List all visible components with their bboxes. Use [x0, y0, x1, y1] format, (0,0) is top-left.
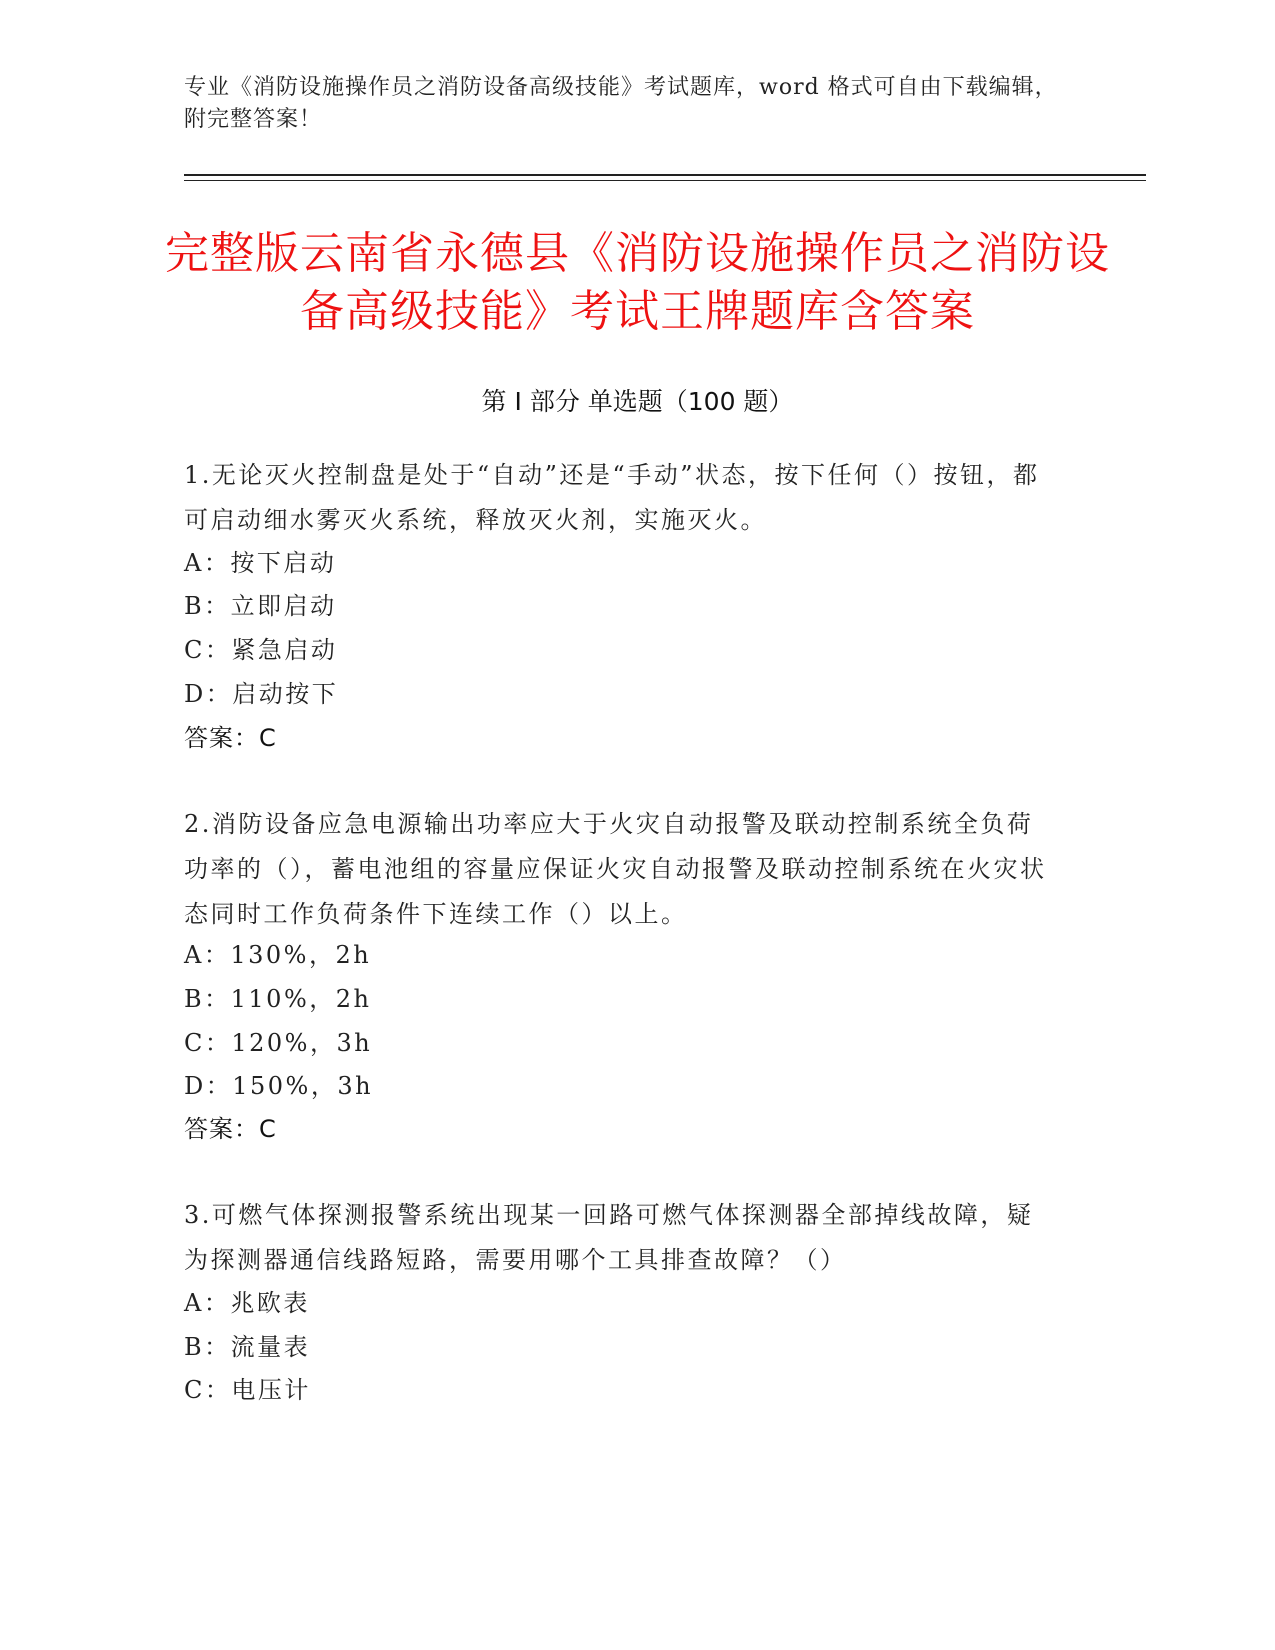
question-2-option-d: D：150%，3h: [184, 1072, 374, 1100]
question-1-option-b: B：立即启动: [184, 592, 337, 620]
question-2-option-a: A：130%，2h: [184, 941, 372, 969]
header-divider-thin: [184, 180, 1146, 181]
header-divider-thick: [184, 174, 1146, 176]
question-3-option-c: C：电压计: [184, 1376, 311, 1404]
question-2-option-c: C：120%，3h: [184, 1029, 373, 1057]
question-3-option-a: A：兆欧表: [184, 1289, 310, 1317]
document-title: 完整版云南省永德县《消防设施操作员之消防设备高级技能》考试王牌题库含答案: [165, 228, 1110, 337]
question-2-answer: 答案：C: [184, 1115, 277, 1143]
question-2-option-b: B：110%，2h: [184, 985, 372, 1013]
header-note: 专业《消防设施操作员之消防设备高级技能》考试题库，word 格式可自由下载编辑，附完整答案！: [184, 75, 1058, 132]
question-1-option-c: C：紧急启动: [184, 636, 338, 664]
question-1-stem: 1.无论灭火控制盘是处于“自动”还是“手动”状态，按下任何（）按钮，都可启动细水雾灭火系统，释放灭火剂，实施灭火。: [184, 461, 1040, 534]
question-1-option-d: D：启动按下: [184, 680, 339, 708]
question-1-answer: 答案：C: [184, 724, 277, 752]
section-title: 第 I 部分 单选题（100 题）: [481, 387, 794, 416]
question-3-stem: 3.可燃气体探测报警系统出现某一回路可燃气体探测器全部掉线故障，疑为探测器通信线路短路，需要用哪个工具排查故障？（）: [184, 1201, 1034, 1274]
question-2-stem: 2.消防设备应急电源输出功率应大于火灾自动报警及联动控制系统全负荷功率的（），蓄电池组的容量应保证火灾自动报警及联动控制系统在火灾状态同时工作负荷条件下连续工作（）以上。: [184, 810, 1047, 928]
question-3-option-b: B：流量表: [184, 1333, 311, 1361]
question-1-option-a: A：按下启动: [184, 549, 337, 577]
